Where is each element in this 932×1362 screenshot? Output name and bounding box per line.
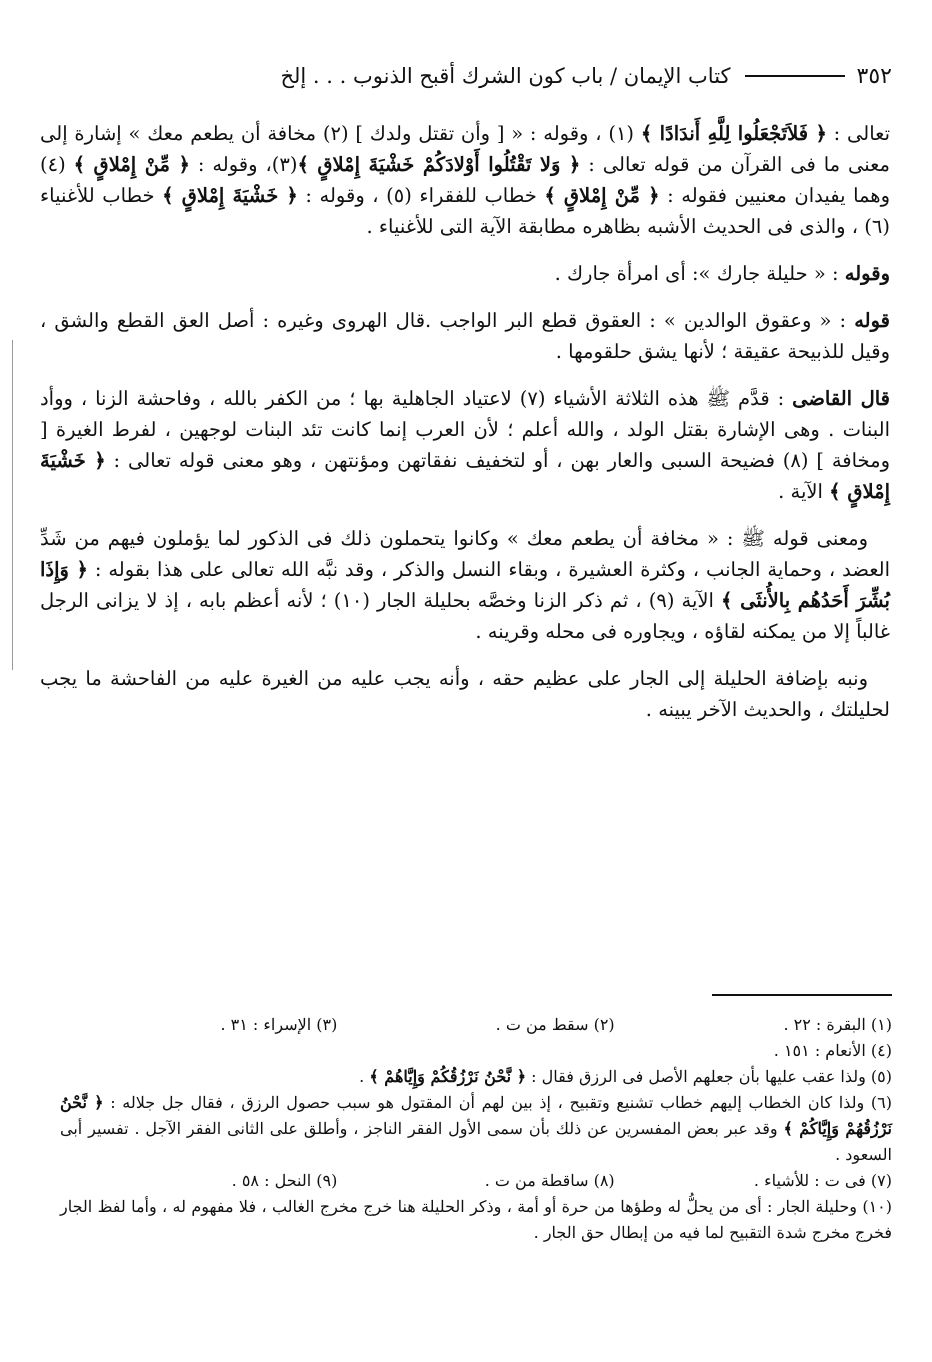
paragraph-text: خطاب للأغنياء (٦) ، والذى فى الحديث الأشبه بظاهره مطابقة الآية التى للأغنياء .: [40, 184, 890, 238]
header-rule: [745, 75, 845, 77]
emphasis-text: ﴿ وَإِذَا بُشِّرَ أَحَدُهُم بِالأُنثَى ﴾: [40, 558, 890, 612]
footnote-8: (٨) ساقطة من ت .: [484, 1171, 615, 1190]
paragraph-text: الآية .: [778, 480, 830, 503]
footnote-6: [60, 1090, 892, 1168]
margin-line: [12, 340, 13, 670]
emphasis-text: ﴿ مِّنْ إِمْلاقٍ ﴾: [544, 184, 660, 207]
paragraph-text: (١) ، وقوله : « [ وأن تقتل ولدك ] (٢) مخافة أن يطعم معك » إشارة إلى معنى ما فى القرآن من قوله تعالى :: [40, 122, 890, 176]
footnote-5-end: .: [359, 1067, 370, 1086]
paragraph-text: الآية (٩) ، ثم ذكر الزنا وخصَّه بحليلة الجار (١٠) ؛ لأنه أعظم بابه ، إذ لا يزانى الرجل غالباً إلا من يمكنه لقاؤه ، ويجاوره فى محله وقرينه .: [40, 589, 890, 643]
paragraph: [40, 118, 890, 242]
footnote-3: (٣) الإسراء : ٣١ .: [220, 1015, 338, 1034]
emphasis-text: قوله: [854, 309, 890, 332]
footnote-1: (١) البقرة : ٢٢ .: [783, 1015, 892, 1034]
paragraph-text: ومعنى قوله ﷺ : « مخافة أن يطعم معك » وكانوا يتحملون ذلك فى الذكور لما يؤملون فيهم من شَدِّ العضد ، وحماية الجانب ، وكثرة العشيرة ، وبقاء النسل والذكر ، وقد نبَّه الله تعالى على هذا بقوله :: [40, 527, 890, 581]
paragraph-text: (٤) وهما يفيدان معنيين فقوله :: [40, 153, 891, 207]
emphasis-text: وقوله: [844, 262, 890, 285]
main-text: [40, 118, 890, 741]
emphasis-text: ﴿ فَلاَتَجْعَلُوا لِلَّهِ أَندَادًا ﴾: [640, 122, 827, 145]
paragraph-text: (٣)، وقوله :: [189, 153, 298, 176]
paragraph: [40, 523, 890, 647]
footnote-6-text-b: وقد عبر بعض المفسرين عن ذلك بأن سمى الأول الفقر الناجز ، وأطلق على الثانى الفقر الآجل . تفسير أبى السعود .: [60, 1119, 892, 1164]
paragraph-text: : « حليلة جارك »: أى امرأة جارك .: [554, 262, 845, 285]
page-number: ٣٥٢: [856, 63, 892, 89]
emphasis-text: ﴿ خَشْيَةَ إِمْلاقٍ ﴾: [40, 449, 890, 503]
emphasis-text: ﴿ وَلا تَقْتُلُوا أَوْلادَكُمْ خَشْيَةَ إِمْلاقٍ ﴾: [297, 153, 581, 176]
footnote-4: (٤) الأنعام : ١٥١ .: [773, 1041, 892, 1060]
paragraph-text: : قدَّم ﷺ هذه الثلاثة الأشياء (٧) لاعتياد الجاهلية بها ؛ من الكفر بالله ، وفاحشة الزنا ، ووأد البنات . وهى الإشارة بقتل الولد ، والله أعلم ؛ لأن العرب إنما كانت تئد البنات لوجهين ، لفرط الغيرة [ ومخافة ] (٨) فضيحة السبى والعار بهن ، أو لتخفيف نفقاتهن ومؤنتهن ، وهو معنى قوله تعالى :: [40, 387, 890, 472]
paragraph: [40, 305, 890, 367]
header-title: كتاب الإيمان / باب كون الشرك أقبح الذنوب . . . إلخ: [280, 64, 731, 88]
paragraph: [40, 383, 890, 507]
footnote-6-text-a: (٦) ولذا كان الخطاب إليهم خطاب تشنيع وتقبيح ، إذ بين لهم أن المقتول هو سبب حصول الرزق ، فقال جل جلاله :: [103, 1093, 893, 1112]
paragraph-text: ونبه بإضافة الحليلة إلى الجار على عظيم حقه ، وأنه يجب عليه من الغيرة عليه من الفاحشة ما يجب لحليلتك ، والحديث الآخر يبينه .: [40, 667, 890, 721]
footnote-row-1: [60, 1012, 892, 1038]
footnote-row-7: [60, 1168, 892, 1194]
running-header: [40, 58, 892, 94]
footnote-5-quran: ﴿ نَّحْنُ نَرْزُقُكُمْ وَإِيَّاهُمْ ﴾: [369, 1067, 527, 1086]
footnote-7: (٧) فى ت : للأشياء .: [753, 1171, 892, 1190]
footnote-separator: [712, 994, 892, 996]
paragraph-text: : « وعقوق الوالدين » : العقوق قطع البر الواجب .قال الهروى وغيره : أصل العق القطع والشق ، وقيل للذبيحة عقيقة ؛ لأنها يشق حلقومها .: [40, 309, 890, 363]
emphasis-text: ﴿ خَشْيَةَ إِمْلاقٍ ﴾: [162, 184, 298, 207]
paragraph-text: خطاب للفقراء (٥) ، وقوله :: [297, 184, 545, 207]
footnote-5-text: (٥) ولذا عقب عليها بأن جعلهم الأصل فى الرزق فقال :: [526, 1067, 892, 1086]
footnote-9: (٩) النحل : ٥٨ .: [231, 1171, 338, 1190]
paragraph: [40, 258, 890, 289]
emphasis-text: ﴿ مِّنْ إِمْلاقٍ ﴾: [73, 153, 190, 176]
paragraph: [40, 663, 890, 725]
footnote-2: (٢) سقط من ت .: [495, 1015, 615, 1034]
paragraph-text: تعالى :: [826, 122, 890, 145]
emphasis-text: قال القاضى: [792, 387, 891, 410]
footnote-5: [60, 1064, 892, 1090]
footnotes: [60, 1012, 892, 1246]
footnote-6-quran: ﴿ نَّحْنُ نَرْزُقُهُمْ وَإِيَّاكُمْ ﴾: [60, 1093, 893, 1138]
footnote-10: (١٠) وحليلة الجار : أى من يحلُّ له وطؤها من حرة أو أمة ، وذكر الحليلة هنا خرج مخرج الغالب ، فلا مفهوم له ، وأما لفظ الجار فخرج مخرج شدة التقبيح لما فيه من إبطال حق الجار .: [60, 1197, 892, 1242]
